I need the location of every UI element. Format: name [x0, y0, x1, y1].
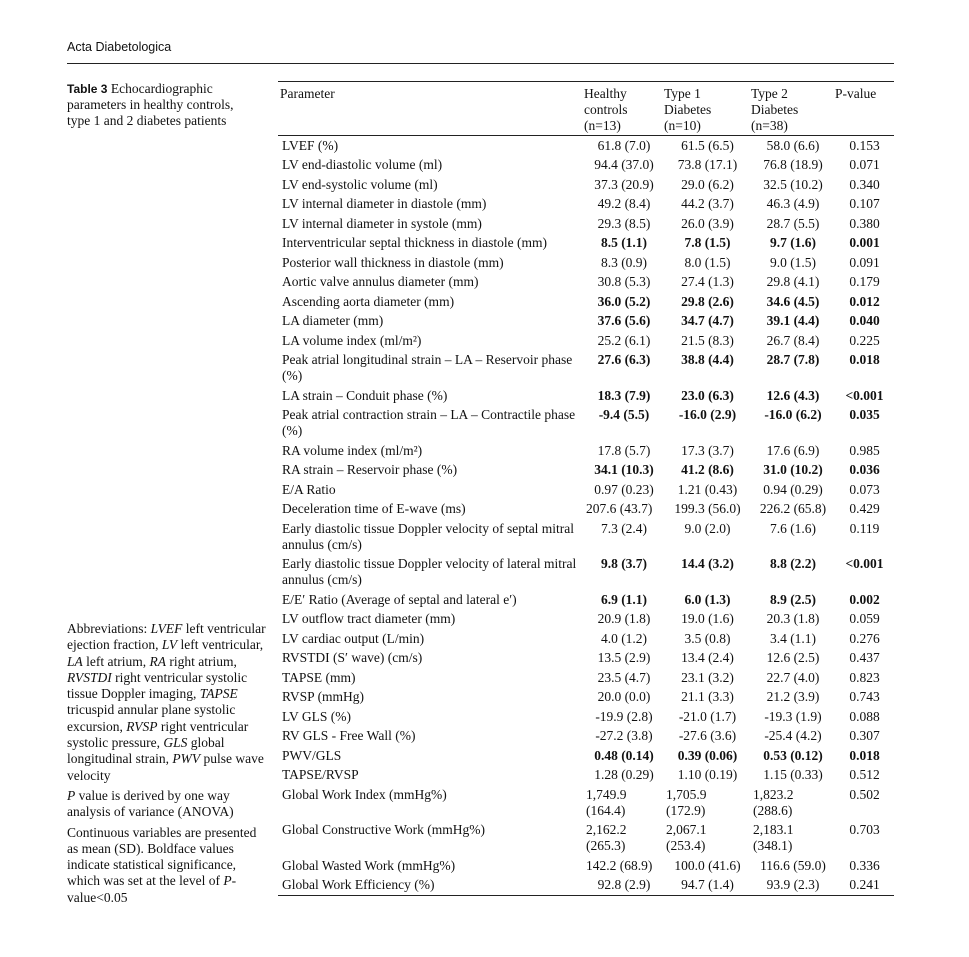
row-pvalue: 0.380	[849, 215, 880, 231]
table-row	[278, 821, 894, 857]
row-type1-value: 21.5 (8.3)	[681, 332, 734, 348]
row-type2-value: 46.3 (4.9)	[766, 196, 820, 211]
row-parameter: LV GLS (%)	[282, 708, 352, 724]
row-pvalue: 0.502	[849, 786, 880, 802]
row-type1-value: 8.0 (1.5)	[684, 254, 731, 270]
row-healthy-value: 37.6 (5.6)	[597, 313, 651, 328]
row-type1-value: 9.0 (2.0)	[684, 520, 731, 536]
abbr-definition: right ventricular systolic pressure,	[67, 718, 249, 751]
row-type2-value: 12.6 (4.3)	[766, 387, 820, 403]
row-parameter: Global Wasted Work (mmHg%)	[282, 857, 456, 873]
row-pvalue: 0.073	[849, 481, 880, 497]
row-type1-value: 29.8 (2.6)	[681, 293, 734, 309]
abbr-definition: global longitudinal strain,	[67, 735, 225, 767]
row-parameter: LV internal diameter in systole (mm)	[282, 215, 482, 231]
table-row	[278, 273, 894, 293]
row-healthy-value: 92.8 (2.9)	[584, 876, 664, 896]
row-type1-value: 27.4 (1.3)	[681, 274, 734, 289]
row-type2-value: 0.94 (0.29)	[763, 481, 823, 497]
row-type2-value: 8.8 (2.2)	[769, 556, 817, 571]
row-type1-value: 7.8 (1.5)	[684, 235, 731, 250]
continuous-text: Continuous variables are presented as mean (SD). Boldface values indicate statistical significance, which was set at the level of	[67, 824, 257, 889]
row-healthy-value: 17.8 (5.7)	[597, 442, 651, 458]
row-pvalue: <0.001	[845, 556, 884, 571]
row-pvalue: 0.241	[835, 876, 894, 896]
row-healthy-value: 1,749.9 (164.4)	[586, 786, 627, 818]
row-healthy-value: 94.4 (37.0)	[594, 157, 654, 172]
row-type1-value: 41.2 (8.6)	[681, 462, 734, 477]
table-row	[278, 876, 894, 896]
row-type1-value: 17.3 (3.7)	[681, 442, 734, 458]
abbreviation-list	[67, 621, 266, 783]
row-parameter: TAPSE/RVSP	[282, 767, 359, 782]
table-row	[278, 707, 894, 727]
row-type1-value: 61.5 (6.5)	[681, 137, 734, 153]
row-parameter: Global Work Index (mmHg%)	[282, 786, 447, 802]
row-healthy-value: -19.9 (2.8)	[595, 708, 653, 724]
row-type2-value: 76.8 (18.9)	[763, 157, 823, 172]
row-parameter: Deceleration time of E-wave (ms)	[282, 501, 466, 516]
abbr-definition: right atrium,	[169, 653, 237, 669]
row-type2-value: 8.9 (2.5)	[769, 591, 817, 607]
abbr-term: LA	[67, 653, 83, 669]
row-parameter: Interventricular septal thickness in diastole (mm)	[282, 235, 548, 250]
row-healthy-value: 49.2 (8.4)	[597, 196, 651, 211]
table-row	[278, 500, 894, 520]
row-pvalue: 0.018	[849, 747, 880, 763]
table-row	[278, 136, 894, 156]
row-type2-value: 12.6 (2.5)	[766, 650, 820, 665]
table-row	[278, 480, 894, 500]
row-type2-value: 3.4 (1.1)	[769, 630, 817, 646]
row-type1-value: 6.0 (1.3)	[684, 591, 731, 607]
row-pvalue: 0.437	[849, 650, 880, 665]
row-pvalue: 0.512	[849, 767, 880, 782]
row-type1-value: -16.0 (2.9)	[678, 407, 737, 422]
row-type1-value: 199.3 (56.0)	[674, 501, 741, 516]
table-notes	[67, 621, 267, 910]
row-pvalue: 0.823	[849, 669, 880, 685]
row-healthy-value: -9.4 (5.5)	[598, 407, 650, 422]
abbr-term: RVSTDI	[67, 669, 112, 685]
header-type2-n: (n=38)	[751, 118, 788, 133]
header-pvalue: P-value	[835, 82, 894, 136]
header-healthy-label: Healthy controls	[584, 86, 628, 117]
row-pvalue: 0.059	[849, 611, 880, 626]
table-row	[278, 856, 894, 876]
row-type2-value: 22.7 (4.0)	[766, 669, 820, 685]
row-parameter: Global Work Efficiency (%)	[278, 876, 584, 896]
abbr-term: RA	[149, 653, 166, 669]
table-row	[278, 519, 894, 555]
table-row	[278, 195, 894, 215]
table-row	[278, 253, 894, 273]
row-pvalue: 0.703	[849, 822, 880, 837]
table-row	[278, 441, 894, 461]
table-row	[278, 688, 894, 708]
row-type2-value: 226.2 (65.8)	[759, 501, 827, 516]
table-row	[278, 234, 894, 254]
row-type2-value: 1,823.2 (288.6)	[753, 786, 794, 818]
row-healthy-value: 8.3 (0.9)	[600, 254, 648, 270]
row-type1-value: 26.0 (3.9)	[681, 215, 734, 231]
row-type1-value: 73.8 (17.1)	[677, 157, 738, 172]
threshold-value: -value<0.05	[67, 873, 237, 905]
row-type2-value: 93.9 (2.3)	[751, 876, 835, 896]
row-healthy-value: 20.9 (1.8)	[597, 611, 651, 626]
row-parameter: Global Constructive Work (mmHg%)	[282, 822, 486, 837]
row-type1-value: 23.1 (3.2)	[681, 669, 734, 685]
abbr-term: TAPSE	[199, 686, 238, 702]
row-type2-value: 20.3 (1.8)	[766, 611, 820, 626]
row-type1-value: 38.8 (4.4)	[681, 352, 734, 367]
row-type2-value: 26.7 (8.4)	[766, 332, 820, 348]
abbr-definition: pulse wave velocity	[67, 751, 264, 783]
row-parameter: Peak atrial contraction strain – LA – Contractile phase (%)	[282, 407, 576, 438]
row-type1-value: 0.39 (0.06)	[677, 747, 738, 763]
row-healthy-value: 13.5 (2.9)	[597, 650, 651, 665]
row-pvalue: 0.107	[849, 196, 880, 211]
abbr-term: RVSP	[126, 718, 158, 734]
table-row	[278, 766, 894, 786]
table-row	[278, 555, 894, 591]
header-type2-label: Type 2 Diabetes	[751, 86, 799, 117]
row-parameter: RVSP (mmHg)	[282, 689, 365, 704]
table-header-row	[278, 82, 894, 136]
abbr-definition: tricuspid annular plane systolic excursion,	[67, 702, 236, 734]
header-type1-label: Type 1 Diabetes	[664, 86, 712, 117]
caption-text: Echocardiographic parameters in healthy controls, type 1 and 2 diabetes patients	[67, 81, 234, 128]
row-healthy-value: 20.0 (0.0)	[597, 689, 651, 704]
row-pvalue: 0.002	[849, 591, 880, 607]
table-row	[278, 331, 894, 351]
row-type1-value: 21.1 (3.3)	[681, 689, 734, 704]
table-row	[278, 727, 894, 747]
row-parameter: TAPSE (mm)	[282, 669, 356, 685]
row-pvalue: 0.153	[849, 137, 880, 153]
abbrev-intro: Abbreviations:	[67, 621, 151, 636]
row-healthy-value: 7.3 (2.4)	[600, 520, 648, 536]
table-row	[278, 386, 894, 406]
row-pvalue: 0.276	[849, 630, 880, 646]
row-type2-value: 39.1 (4.4)	[766, 313, 820, 328]
row-healthy-value: 25.2 (6.1)	[597, 332, 651, 348]
abbr-term: LV	[161, 637, 178, 653]
pvalue-note	[67, 788, 267, 821]
row-healthy-value: 0.48 (0.14)	[594, 747, 654, 763]
row-parameter: LV end-diastolic volume (ml)	[282, 157, 443, 172]
row-type1-value: 13.4 (2.4)	[681, 650, 734, 665]
table-row	[278, 590, 894, 610]
table-row	[278, 785, 894, 821]
abbr-definition: left ventricular ejection fraction,	[67, 621, 266, 653]
row-parameter: LV internal diameter in diastole (mm)	[282, 196, 487, 211]
row-healthy-value: 23.5 (4.7)	[597, 669, 651, 685]
row-type2-value: 28.7 (7.8)	[766, 352, 820, 367]
header-rule	[67, 63, 894, 64]
row-pvalue: 0.001	[849, 235, 880, 250]
row-type1-value: 94.7 (1.4)	[664, 876, 751, 896]
header-healthy	[584, 82, 664, 136]
row-type1-value: 44.2 (3.7)	[681, 196, 734, 211]
row-healthy-value: 142.2 (68.9)	[586, 857, 653, 873]
row-parameter: LV outflow tract diameter (mm)	[282, 611, 456, 626]
row-type2-value: -25.4 (4.2)	[764, 728, 822, 743]
table-row	[278, 746, 894, 766]
table-row	[278, 175, 894, 195]
table-row	[278, 649, 894, 669]
row-healthy-value: 1.28 (0.29)	[594, 767, 654, 782]
row-type2-value: 1.15 (0.33)	[763, 767, 823, 782]
row-type2-value: 2,183.1 (348.1)	[753, 822, 794, 853]
row-pvalue: 0.225	[849, 332, 880, 348]
row-type1-value: 14.4 (3.2)	[681, 556, 734, 571]
row-healthy-value: 37.3 (20.9)	[594, 176, 654, 192]
table-row	[278, 292, 894, 312]
caption-label: Table 3	[67, 82, 108, 96]
row-parameter: RA volume index (ml/m²)	[282, 442, 423, 458]
row-pvalue: 0.035	[849, 407, 880, 422]
row-pvalue: 0.336	[849, 857, 880, 873]
row-parameter: LV cardiac output (L/min)	[282, 630, 425, 646]
pvalue-italic: P	[67, 787, 76, 803]
row-healthy-value: 34.1 (10.3)	[594, 462, 654, 477]
row-pvalue: 0.091	[849, 254, 880, 270]
row-type2-value: -19.3 (1.9)	[764, 708, 822, 724]
header-type2	[751, 82, 835, 136]
row-healthy-value: 6.9 (1.1)	[600, 591, 648, 607]
header-type1	[664, 82, 751, 136]
row-parameter: LA volume index (ml/m²)	[282, 332, 422, 348]
row-healthy-value: 36.0 (5.2)	[597, 293, 651, 309]
threshold-italic: P	[223, 873, 232, 889]
row-pvalue: 0.036	[849, 462, 880, 477]
header-parameter: Parameter	[278, 82, 584, 136]
row-parameter: Early diastolic tissue Doppler velocity of septal mitral annulus (cm/s)	[282, 520, 575, 552]
row-healthy-value: 8.5 (1.1)	[600, 235, 648, 250]
table-row	[278, 629, 894, 649]
row-type1-value: 1,705.9 (172.9)	[666, 786, 707, 818]
header-healthy-n: (n=13)	[584, 118, 621, 133]
row-healthy-value: 207.6 (43.7)	[586, 501, 653, 516]
row-parameter: PWV/GLS	[282, 747, 342, 763]
pvalue-text: value is derived by one way analysis of variance (ANOVA)	[67, 787, 234, 820]
table-row	[278, 156, 894, 176]
table-body	[278, 136, 894, 896]
row-healthy-value: 29.3 (8.5)	[597, 215, 651, 231]
table-row	[278, 351, 894, 387]
continuous-note	[67, 825, 267, 906]
row-type1-value: 29.0 (6.2)	[681, 176, 734, 192]
row-type1-value: 19.0 (1.6)	[681, 611, 734, 626]
row-parameter: RA strain – Reservoir phase (%)	[282, 462, 458, 477]
row-parameter: RVSTDI (S′ wave) (cm/s)	[282, 650, 423, 665]
row-type1-value: 3.5 (0.8)	[684, 630, 731, 646]
row-healthy-value: 30.8 (5.3)	[597, 274, 651, 289]
table-row	[278, 214, 894, 234]
row-type2-value: 21.2 (3.9)	[766, 689, 820, 704]
row-pvalue: 0.985	[849, 442, 880, 458]
row-pvalue: 0.012	[849, 293, 880, 309]
row-parameter: E/E′ Ratio (Average of septal and lateral e′)	[282, 591, 517, 607]
row-type2-value: 58.0 (6.6)	[766, 137, 820, 153]
row-parameter: Posterior wall thickness in diastole (mm)	[282, 254, 504, 270]
row-healthy-value: 4.0 (1.2)	[600, 630, 648, 646]
row-type2-value: 29.8 (4.1)	[766, 274, 820, 289]
row-type2-value: 32.5 (10.2)	[763, 176, 823, 192]
abbr-definition: right ventricular systolic tissue Doppler imaging,	[67, 669, 248, 702]
row-pvalue: 0.179	[849, 274, 880, 289]
row-type1-value: 1.10 (0.19)	[677, 767, 738, 782]
row-type2-value: 0.53 (0.12)	[763, 747, 823, 763]
row-type1-value: 34.7 (4.7)	[681, 313, 734, 328]
row-parameter: RV GLS - Free Wall (%)	[282, 728, 416, 743]
row-type2-value: 9.7 (1.6)	[769, 235, 817, 250]
row-parameter: Early diastolic tissue Doppler velocity of lateral mitral annulus (cm/s)	[282, 556, 577, 587]
row-pvalue: 0.119	[849, 520, 880, 536]
row-type1-value: 2,067.1 (253.4)	[666, 822, 707, 853]
abbr-term: PWV	[172, 751, 201, 767]
row-type2-value: 28.7 (5.5)	[766, 215, 820, 231]
row-pvalue: 0.040	[849, 313, 880, 328]
row-type2-value: -16.0 (6.2)	[764, 407, 822, 422]
row-parameter: LV end-systolic volume (ml)	[282, 176, 438, 192]
row-pvalue: <0.001	[845, 387, 884, 403]
row-type2-value: 9.0 (1.5)	[769, 254, 817, 270]
table-row	[278, 312, 894, 332]
row-pvalue: 0.088	[849, 708, 880, 724]
row-parameter: Ascending aorta diameter (mm)	[282, 293, 455, 309]
row-type2-value: 7.6 (1.6)	[769, 520, 817, 536]
row-healthy-value: 61.8 (7.0)	[597, 137, 651, 153]
row-pvalue: 0.340	[849, 176, 880, 192]
row-type2-value: 17.6 (6.9)	[766, 442, 820, 458]
row-parameter: Peak atrial longitudinal strain – LA – Reservoir phase (%)	[282, 352, 573, 383]
row-healthy-value: 9.8 (3.7)	[600, 556, 648, 571]
row-type1-value: -27.6 (3.6)	[678, 728, 737, 743]
row-healthy-value: 27.6 (6.3)	[597, 352, 651, 367]
row-healthy-value: 0.97 (0.23)	[594, 481, 654, 497]
row-healthy-value: 18.3 (7.9)	[597, 387, 651, 403]
row-type2-value: 31.0 (10.2)	[763, 462, 823, 477]
row-type2-value: 116.6 (59.0)	[760, 857, 826, 873]
row-pvalue: 0.743	[849, 689, 880, 704]
row-healthy-value: -27.2 (3.8)	[595, 728, 653, 743]
row-type1-value: 100.0 (41.6)	[674, 857, 741, 873]
row-parameter: Aortic valve annulus diameter (mm)	[282, 274, 479, 289]
row-healthy-value: 2,162.2 (265.3)	[586, 822, 627, 853]
abbr-term: LVEF	[150, 621, 183, 636]
abbreviations-note	[67, 621, 267, 784]
abbr-definition: left ventricular,	[180, 637, 264, 653]
journal-name: Acta Diabetologica	[67, 40, 172, 54]
table-row	[278, 406, 894, 442]
row-type1-value: 23.0 (6.3)	[681, 387, 734, 403]
table-row	[278, 668, 894, 688]
row-type1-value: -21.0 (1.7)	[678, 708, 737, 724]
row-pvalue: 0.071	[849, 157, 880, 172]
table-row	[278, 610, 894, 630]
table-row	[278, 461, 894, 481]
table-caption	[67, 81, 257, 129]
row-parameter: LA strain – Conduit phase (%)	[282, 387, 448, 403]
row-parameter: E/A Ratio	[282, 481, 336, 497]
row-type2-value: 34.6 (4.5)	[766, 293, 820, 309]
abbr-definition: left atrium,	[86, 653, 147, 669]
row-type1-value: 1.21 (0.43)	[677, 481, 738, 497]
abbr-term: GLS	[163, 735, 188, 751]
row-pvalue: 0.429	[849, 501, 880, 516]
row-pvalue: 0.018	[849, 352, 880, 367]
header-type1-n: (n=10)	[664, 118, 701, 133]
row-pvalue: 0.307	[849, 728, 880, 743]
echo-table	[278, 81, 894, 896]
row-parameter: LVEF (%)	[282, 137, 339, 153]
row-parameter: LA diameter (mm)	[282, 313, 384, 328]
